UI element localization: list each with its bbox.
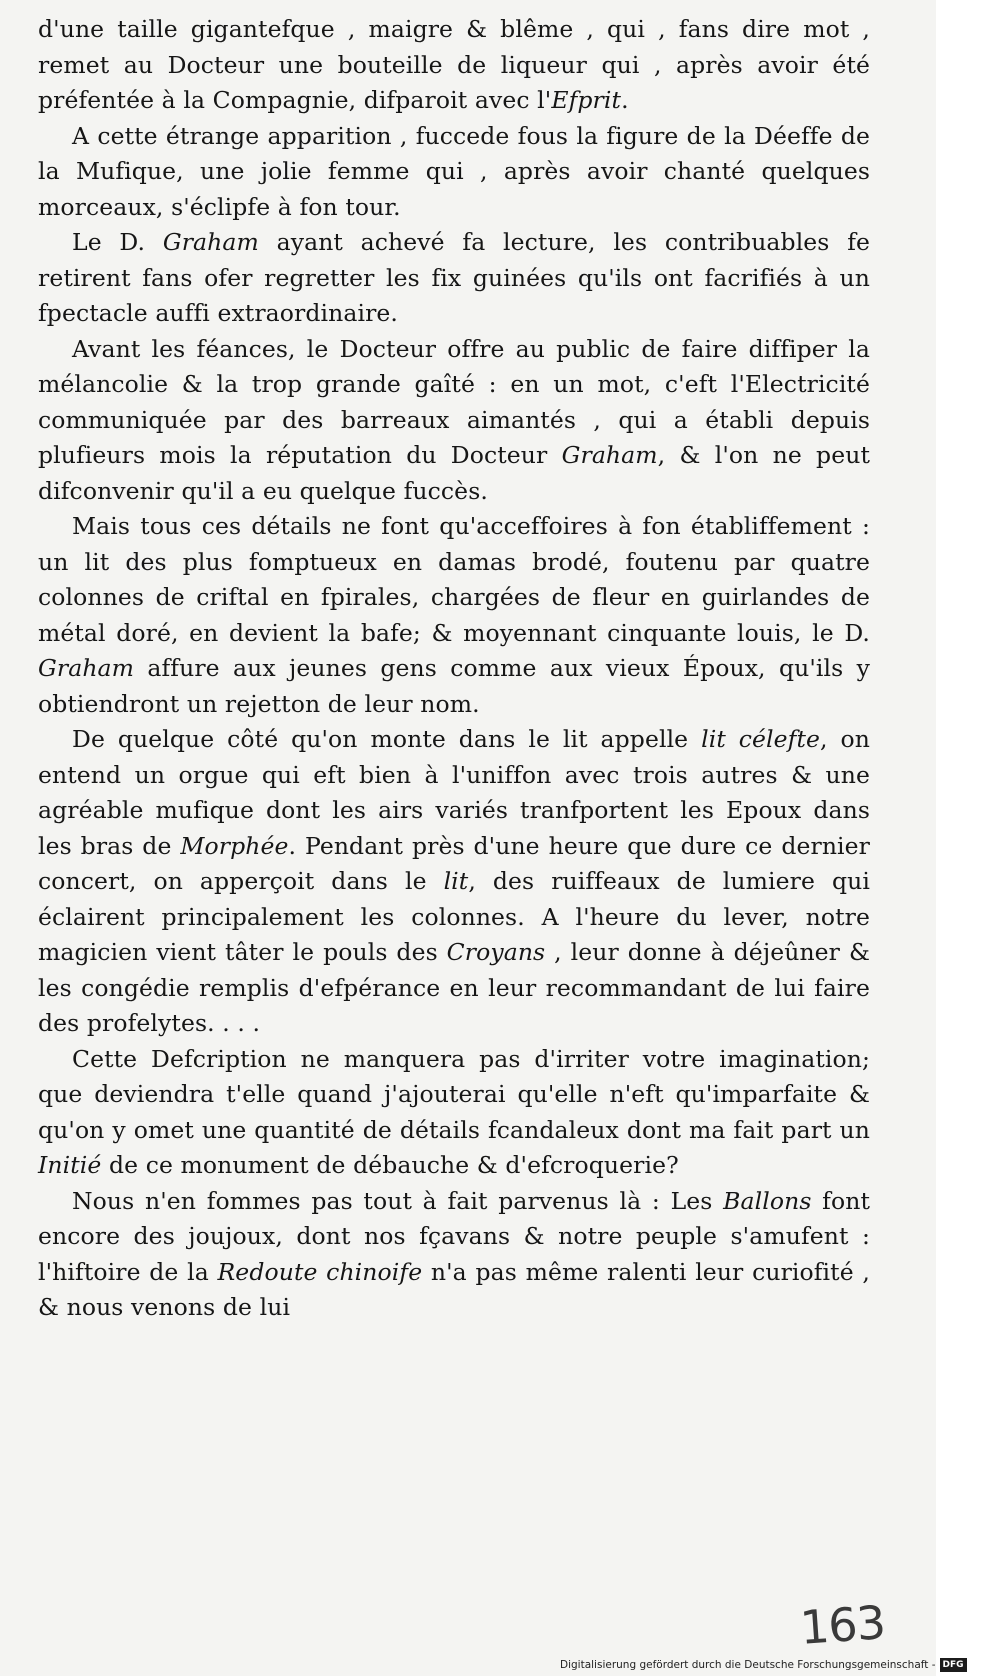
paragraph	[38, 225, 870, 332]
paragraph	[38, 1042, 870, 1184]
italic-text: lit	[443, 867, 469, 895]
body-text	[38, 12, 870, 1326]
text-run: , leur donne à déjeûner & les congédie remplis d'efpérance en leur recommandant de lui faire des profelytes. . . .	[38, 938, 870, 1037]
paragraph	[38, 722, 870, 1042]
paragraph	[38, 1184, 870, 1326]
digitization-footer	[560, 1657, 967, 1673]
italic-text: Graham	[38, 654, 135, 682]
paragraph	[38, 12, 870, 119]
italic-text: Croyans	[446, 938, 546, 966]
text-run: affure aux jeunes gens comme aux vieux Époux, qu'ils y obtiendront un rejetton de leur nom.	[38, 654, 870, 718]
text-run: , on entend un orgue qui eft bien à l'uniffon avec trois autres & une agréable mufique dont les airs variés tranfportent les Epoux dans les bras de	[38, 725, 871, 860]
paragraph	[38, 332, 870, 510]
text-run: d'une taille gigantefque , maigre & blême , qui , fans dire mot , remet au Docteur une bouteille de liqueur qui , après avoir été préfentée à la Compagnie, difparoit avec l'	[38, 15, 870, 114]
text-run: . Pendant près d'une heure que dure ce dernier concert, on apperçoit dans le	[38, 831, 871, 895]
footer-credit: Digitalisierung gefördert durch die Deutsche Forschungsgemeinschaft -	[560, 1659, 936, 1671]
italic-text: Initié	[38, 1151, 102, 1179]
text-run: Nous n'en fommes pas tout à fait parvenus là : Les	[72, 1186, 724, 1215]
text-run: , des ruiffeaux de lumiere qui éclairent principalement les colonnes. A l'heure du lever, notre magicien vient tâter le pouls des	[38, 867, 870, 966]
text-run: Cette Defcription ne manquera pas d'irriter votre imagination; que deviendra t'elle quand j'ajouterai qu'elle n'eft qu'imparfaite & qu'on y omet une quantité de détails fcandaleux dont ma fait part un	[38, 1044, 870, 1144]
text-run: font encore des joujoux, dont nos fçavans & notre peuple s'amufent : l'hiftoire de la	[38, 1186, 870, 1286]
text-run: .	[621, 86, 629, 114]
text-run: Le D.	[72, 228, 163, 256]
text-run: de ce monument de débauche & d'efcroquerie?	[101, 1151, 679, 1179]
paragraph	[38, 509, 870, 722]
dfg-logo-icon: DFG	[940, 1658, 967, 1672]
italic-text: Morphée	[180, 831, 289, 860]
paragraph	[38, 119, 870, 226]
italic-text: Graham	[561, 441, 658, 469]
italic-text: Efprit	[551, 86, 622, 114]
text-run: ayant achevé fa lecture, les contribuables fe retirent fans ofer regretter les fix guinées qu'ils ont facrifiés à un fpectacle auffi extraordinaire.	[38, 228, 870, 327]
text-run: Avant les féances, le Docteur offre au public de faire diffiper la mélancolie & la trop grande gaîté : en un mot, c'eft l'Electricité communiquée par des barreaux aimantés , qui a établi depuis plufieurs mois la réputation du Docteur	[38, 334, 870, 469]
text-run: , & l'on ne peut difconvenir qu'il a eu quelque fuccès.	[38, 441, 870, 505]
text-run: A cette étrange apparition , fuccede fous la figure de la Déeffe de la Mufique, une jolie femme qui , après avoir chanté quelques morceaux, s'éclipfe à fon tour.	[38, 121, 870, 221]
text-run: n'a pas même ralenti leur curiofité , & nous venons de lui	[38, 1257, 870, 1321]
text-run: De quelque côté qu'on monte dans le lit appelle	[72, 725, 702, 753]
italic-text: Ballons	[723, 1186, 812, 1215]
italic-text: Graham	[162, 228, 259, 256]
italic-text: Redoute chinoife	[217, 1257, 423, 1286]
italic-text: lit célefte	[701, 725, 821, 753]
text-run: Mais tous ces détails ne font qu'acceffoires à fon établiffement : un lit des plus fomptueux en damas brodé, foutenu par quatre colonnes de criftal en fpirales, chargées de fleur en guirlandes de métal doré, en devient la bafe; & moyennant cinquante louis, le D.	[38, 512, 870, 647]
page-number: 163	[798, 1595, 887, 1655]
